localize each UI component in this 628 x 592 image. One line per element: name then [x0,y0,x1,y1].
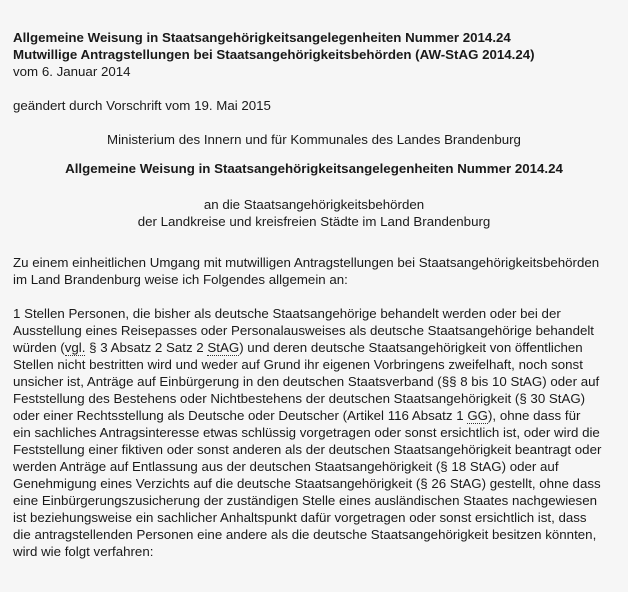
text-segment: § 3 Absatz 2 Satz 2 [85,340,208,355]
abbr-vgl[interactable]: vgl. [64,340,86,355]
abbr-stag[interactable]: StAG [207,340,240,355]
amendment-note: geändert durch Vorschrift vom 19. Mai 2015 [13,98,271,113]
centered-title: Allgemeine Weisung in Staatsangehörigkeitsangelegenheiten Nummer 2014.24 [65,161,563,176]
paragraph-line: unsicher ist, Anträge auf Einbürgerung in den deutschen Staatsverband (§§ 8 bis 10 StAG) oder auf [13,374,600,389]
text-segment: ), ohne dass für [488,408,581,423]
paragraph-line: Stellen nicht bestritten wird und weder auf Grund ihr eigenen Vorbringens zweifelhaft, noch sonst [13,357,583,372]
paragraph-line: ist beziehungsweise ein sachlicher Anhaltspunkt dafür vorgetragen oder sonst ersichtlich ist, dass [13,510,587,525]
addressee-line2: der Landkreise und kreisfreien Städte im Land Brandenburg [137,214,491,229]
paragraph-line [13,339,583,356]
paragraph-line: wird wie folgt verfahren: [13,544,154,559]
ministry-name: Ministerium des Innern und für Kommunales des Landes Brandenburg [107,132,521,147]
text-segment: würden ( [13,340,65,355]
text-segment: ) und deren deutsche Staatsangehörigkeit von öffentlichen [239,340,583,355]
document-date: vom 6. Januar 2014 [13,64,131,79]
paragraph-line: Feststellung einer fiktiven oder sonst anderen als der deutschen Staatsangehörigkeit beantragt oder [13,442,602,457]
document-title-line2: Mutwillige Antragstellungen bei Staatsangehörigkeitsbehörden (AW-StAG 2014.24) [13,47,535,62]
addressee-line1: an die Staatsangehörigkeitsbehörden [203,197,425,212]
document-title-line1: Allgemeine Weisung in Staatsangehörigkeitsangelegenheiten Nummer 2014.24 [13,30,511,45]
paragraph-line [13,407,580,424]
paragraph-line: werden Anträge auf Entlassung aus der deutschen Staatsangehörigkeit (§ 18 StAG) oder auf [13,459,559,474]
abbr-gg[interactable]: GG [467,408,488,423]
paragraph-line: Ausstellung eines Reisepasses oder Personalausweises als deutsche Staatsangehörige behandelt [13,323,595,338]
paragraph-line: Genehmigung eines Verzichts auf die deutsche Staatsangehörigkeit (§ 26 StAG) gestellt, ohne dass [13,476,601,491]
paragraph-line: ein sachliches Antragsinteresse etwas schlüssig vorgetragen oder sonst ersichtlich ist, oder wird die [13,425,600,440]
paragraph-line: eine Einbürgerungszusicherung der zuständigen Stelle eines ausländischen Staates nachgewiesen [13,493,597,508]
intro-line2: im Land Brandenburg weise ich Folgendes allgemein an: [13,272,348,287]
paragraph-line: 1 Stellen Personen, die bisher als deutsche Staatsangehörige behandelt werden oder bei der [13,306,561,321]
text-segment: oder einer Rechtsstellung als Deutsche oder Deutscher (Artikel 116 Absatz 1 [13,408,468,423]
intro-line1: Zu einem einheitlichen Umgang mit mutwilligen Antragstellungen bei Staatsangehörigkeitsbehörden [13,255,600,270]
paragraph-line: die antragstellenden Personen eine andere als die deutsche Staatsangehörigkeit besitzen könnten, [13,527,597,542]
paragraph-line: Feststellung des Bestehens oder Nichtbestehens der deutschen Staatsangehörigkeit (§ 30 StAG) [13,391,586,406]
